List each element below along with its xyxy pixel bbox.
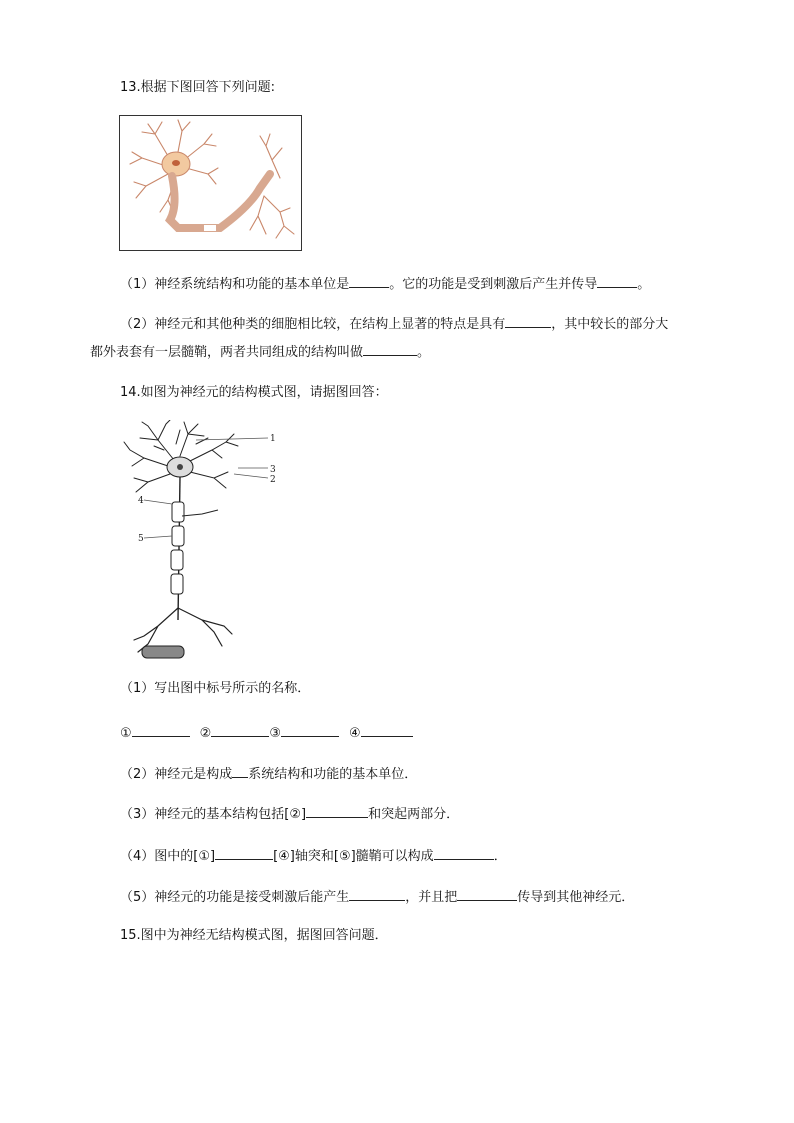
q14-sub3: （3）神经元的基本结构包括[②] 和突起两部分． <box>120 803 459 825</box>
answer-blank[interactable] <box>363 341 417 356</box>
label-1: 1 <box>270 434 276 444</box>
answer-blank[interactable] <box>211 722 269 737</box>
q14-sub2: （2）神经元是构成 系统结构和功能的基本单位． <box>120 763 417 785</box>
answer-blank[interactable] <box>232 763 248 778</box>
answer-blank[interactable] <box>457 886 517 901</box>
label-3: 3 <box>270 465 276 475</box>
q14-title: 14.如图为神经元的结构模式图，请据图回答： <box>120 385 388 400</box>
answer-blank[interactable] <box>505 313 551 328</box>
answer-blank[interactable] <box>281 722 339 737</box>
q13-part2-line1: （2）神经元和其他种类的细胞相比较，在结构上显著的特点是具有 ，其中较长的部分大 <box>120 313 668 335</box>
label-5: 5 <box>138 534 144 544</box>
answer-blank[interactable] <box>349 886 405 901</box>
q14-sub4: （4）图中的[①] [④]轴突和[⑤]髓鞘可以构成 ． <box>120 845 507 867</box>
q14-sub1: （1）写出图中标号所示的名称． <box>120 681 311 696</box>
label-2: 2 <box>270 475 276 485</box>
q14-sub5: （5）神经元的功能是接受刺激后能产生 ，并且把 传导到其他神经元． <box>120 886 634 908</box>
q13-part1: （1）神经系统结构和功能的基本单位是 。它的功能是受到刺激后产生并传导 。 <box>120 273 650 295</box>
q14-numbered-blanks: ① ② ③ ④ <box>120 722 413 744</box>
q15-title: 15.图中为神经无结构模式图，据图回答问题． <box>120 928 388 943</box>
answer-blank[interactable] <box>361 722 413 737</box>
answer-blank[interactable] <box>306 803 368 818</box>
answer-blank[interactable] <box>132 722 190 737</box>
neuron-diagram <box>118 420 283 665</box>
q13-title: 13.根据下图回答下列问题: <box>120 80 276 95</box>
q13-part2-line2: 都外表套有一层髓鞘，两者共同组成的结构叫做 。 <box>90 341 430 363</box>
answer-blank[interactable] <box>349 273 389 288</box>
neuron-illustration <box>119 115 302 251</box>
answer-blank[interactable] <box>597 273 637 288</box>
answer-blank[interactable] <box>434 845 494 860</box>
answer-blank[interactable] <box>215 845 273 860</box>
label-4: 4 <box>138 496 144 506</box>
